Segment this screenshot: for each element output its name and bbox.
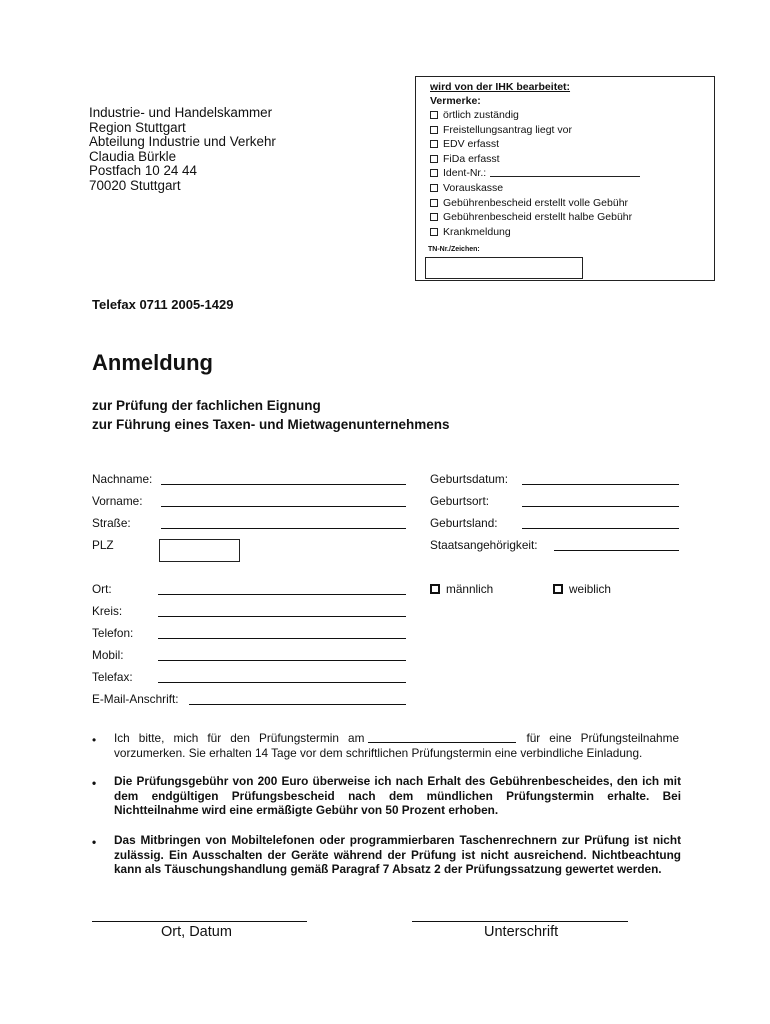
ihk-item: Freistellungsantrag liegt vor — [430, 124, 572, 136]
ihk-item: Krankmeldung — [430, 226, 511, 238]
telefax-field[interactable] — [158, 682, 406, 683]
signature-field[interactable] — [412, 921, 628, 922]
strasse-label: Straße: — [92, 516, 131, 530]
bullet-dot: • — [92, 835, 97, 849]
staatsangehoerigkeit-field[interactable] — [554, 550, 679, 551]
checkbox[interactable] — [430, 184, 438, 192]
checkbox[interactable] — [553, 584, 563, 594]
address-line: 70020 Stuttgart — [89, 177, 181, 193]
telefax-number: Telefax 0711 2005-1429 — [92, 297, 234, 312]
nachname-field[interactable] — [161, 484, 406, 485]
registration-request-text: Ich bitte, mich für den Prüfungstermin am für eine Prüfungsteilnahme vorzumerken. Sie erhalten 14 Tage vor dem schriftlichen Prüfungstermin eine verbindliche Einladung. — [114, 731, 680, 760]
fee-notice-text: Die Prüfungsgebühr von 200 Euro überweise ich nach Erhalt des Gebührenbescheides, den ich mit dem endgültigen Prüfungsbescheid nach dem mündlichen Prüfungstermin erhalte. Bei Nichtteilnahme wird eine ermäßigte Gebühr von 50 Prozent erhoben. — [114, 774, 681, 817]
telefax-label: Telefax: — [92, 670, 133, 684]
address-line: Abteilung Industrie und Verkehr — [89, 134, 276, 150]
ihk-item: Gebührenbescheid erstellt volle Gebühr — [430, 197, 628, 209]
geburtsland-field[interactable] — [522, 528, 679, 529]
signature-label: Unterschrift — [484, 924, 559, 940]
ihk-item: EDV erfasst — [430, 138, 499, 150]
strasse-field[interactable] — [161, 528, 406, 529]
checkbox[interactable] — [430, 228, 438, 236]
telefon-label: Telefon: — [92, 626, 134, 640]
staatsangehoerigkeit-label: Staatsangehörigkeit: — [430, 538, 538, 552]
telefon-field[interactable] — [158, 638, 406, 639]
email-field[interactable] — [189, 704, 406, 705]
gender-female-option[interactable]: weiblich — [553, 582, 611, 596]
geburtsort-label: Geburtsort: — [430, 494, 490, 508]
place-date-label: Ort, Datum — [161, 924, 232, 940]
nachname-label: Nachname: — [92, 472, 153, 486]
geburtsort-field[interactable] — [522, 506, 679, 507]
place-date-field[interactable] — [92, 921, 307, 922]
tn-nr-field[interactable] — [425, 257, 583, 279]
checkbox[interactable] — [430, 169, 438, 177]
ihk-item: Gebührenbescheid erstellt halbe Gebühr — [430, 211, 632, 223]
ort-label: Ort: — [92, 582, 112, 596]
bullet-dot: • — [92, 733, 97, 747]
device-notice-text: Das Mitbringen von Mobiltelefonen oder programmierbaren Taschenrechnern zur Prüfung ist nicht zulässig. Ein Ausschalten der Geräte während der Prüfung ist nicht ausreichend. Nichtbeachtung kann als Täuschungshandlung gemäß Paragraf 7 Absatz 2 der Prüfungssatzung gewertet werden. — [114, 833, 681, 876]
gender-male-option[interactable]: männlich — [430, 582, 493, 596]
checkbox[interactable] — [430, 111, 438, 119]
subtitle-line: zur Führung eines Taxen- und Mietwagenunternehmens — [92, 417, 450, 432]
ihk-item: Vorauskasse — [430, 182, 503, 194]
checkbox[interactable] — [430, 584, 440, 594]
checkbox[interactable] — [430, 213, 438, 221]
mobil-field[interactable] — [158, 660, 406, 661]
ort-field[interactable] — [158, 594, 406, 595]
checkbox[interactable] — [430, 199, 438, 207]
page-title: Anmeldung — [92, 350, 213, 375]
plz-label: PLZ — [92, 538, 114, 552]
ihk-item: örtlich zuständig — [430, 109, 519, 121]
tn-nr-label: TN-Nr./Zeichen: — [428, 246, 480, 253]
recipient-address — [89, 106, 276, 194]
address-line: Postfach 10 24 44 — [89, 163, 197, 179]
ihk-item: FiDa erfasst — [430, 153, 500, 165]
mobil-label: Mobil: — [92, 648, 124, 662]
ihk-item: Ident-Nr.: — [430, 167, 640, 179]
geburtsdatum-field[interactable] — [522, 484, 679, 485]
address-line: Claudia Bürkle — [89, 148, 177, 164]
bullet-dot: • — [92, 776, 97, 790]
exam-date-field[interactable] — [368, 742, 516, 743]
checkbox[interactable] — [430, 140, 438, 148]
plz-field[interactable] — [159, 539, 240, 562]
page-subtitle — [92, 396, 450, 434]
kreis-field[interactable] — [158, 616, 406, 617]
ident-nr-field[interactable] — [490, 176, 640, 177]
checkbox[interactable] — [430, 126, 438, 134]
checkbox[interactable] — [430, 155, 438, 163]
vorname-field[interactable] — [161, 506, 406, 507]
email-label: E-Mail-Anschrift: — [92, 692, 179, 706]
kreis-label: Kreis: — [92, 604, 123, 618]
geburtsdatum-label: Geburtsdatum: — [430, 472, 509, 486]
ihk-office-box — [415, 76, 715, 281]
ihk-box-title: wird von der IHK bearbeitet: — [430, 81, 571, 93]
geburtsland-label: Geburtsland: — [430, 516, 498, 530]
vorname-label: Vorname: — [92, 494, 143, 508]
subtitle-line: zur Prüfung der fachlichen Eignung — [92, 398, 321, 413]
ihk-box-subtitle: Vermerke: — [430, 95, 481, 107]
address-line: Industrie- und Handelskammer — [89, 105, 273, 120]
address-line: Region Stuttgart — [89, 119, 186, 135]
